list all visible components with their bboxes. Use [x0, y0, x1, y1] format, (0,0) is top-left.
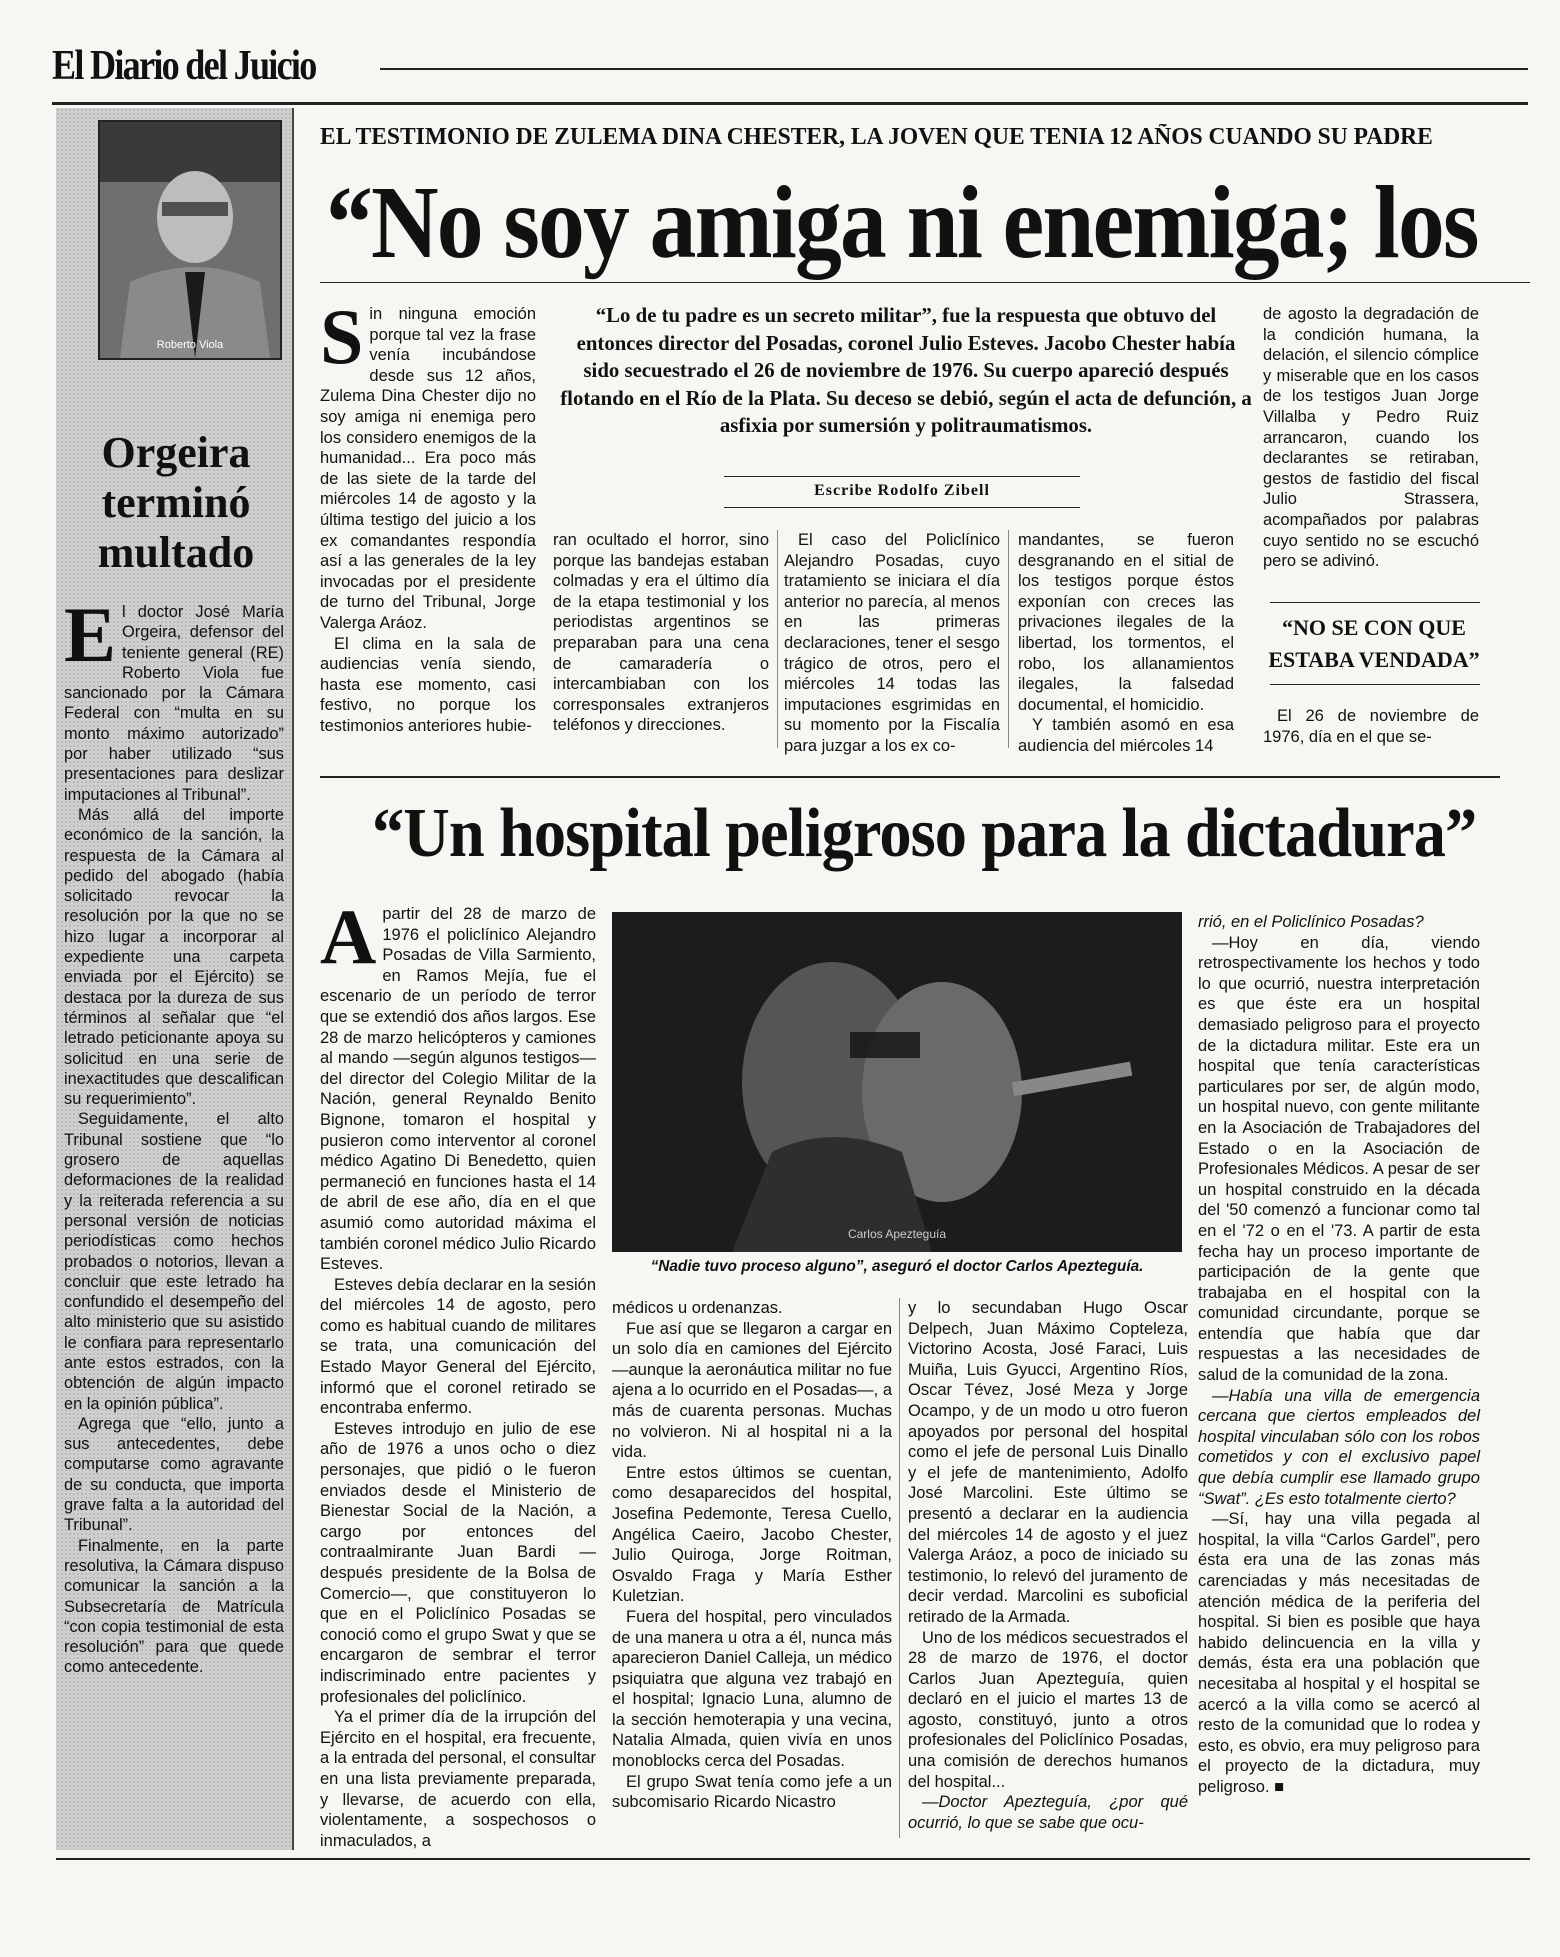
article1-paragraph: El 26 de noviembre de 1976, día en el que se- [1263, 707, 1479, 746]
sidebar-photo [98, 120, 282, 360]
sidebar-body [64, 591, 284, 1678]
article1-col2 [553, 530, 769, 736]
column-rule [1008, 530, 1009, 748]
article1-kicker: EL TESTIMONIO DE ZULEMA DINA CHESTER, LA JOVEN QUE TENIA 12 AÑOS CUANDO SU PADRE [320, 124, 1433, 150]
sidebar-photo-label: Roberto Viola [156, 339, 224, 351]
article2-col1 [320, 893, 596, 1851]
article2-paragraph: Esteves debía declarar en la sesión del miércoles 14 de agosto, pero como es habitual cuando de militares se trata, una comunicación del Estado Mayor General del Ejército, informó que el coronel retirado se encontraba enfermo. [320, 1275, 596, 1418]
sidebar-paragraph: Finalmente, en la parte resolutiva, la Cámara dispuso comunicar la sanción a la Subsecretaría de Matrícula “con copia testimonial de esta resolución” para que quede como antecedente. [64, 1536, 284, 1677]
masthead-rule-bottom [52, 102, 1528, 105]
masthead-rule [380, 68, 1528, 70]
article2-col3 [908, 1298, 1188, 1833]
article2-paragraph: Fue así que se llegaron a cargar en un solo día en camiones del Ejército —aunque la aeronáutica militar no fue ajena a lo ocurrido en el Posadas—, a más de cuarenta personas. Muchas no volvieron. Ni al hospital ni a la vida. [612, 1319, 892, 1462]
byline-rule-bottom [724, 507, 1080, 508]
article2-paragraph: Entre estos últimos se cuentan, como desaparecidos del hospital, Josefina Pedemonte, Teresa Cuello, Angélica Caeiro, Jacobo Chester, Julio Quiroga, Jorge Roitman, Osvaldo Fraga y María Esther Kuletzian. [612, 1463, 892, 1606]
article2-dropcap: A [320, 893, 377, 980]
article2-paragraph: Fuera del hospital, pero vinculados de una manera u otra a él, nunca más aparecieron Daniel Calleja, un médico psiquiatra que alguna vez trabajó en el hospital; Ignacio Luna, alumno de la sección hemoterapia y una vecina, Natalia Almada, quien vivía en unos monoblocks cerca del Posadas. [612, 1607, 892, 1771]
article1-paragraph: El clima en la sala de audiencias venía siendo, hasta ese momento, casi festivo, no porque los testimonios anteriores hubie- [320, 634, 536, 735]
article1-col4 [1018, 530, 1234, 757]
article1-lead: “Lo de tu padre es un secreto militar”, fue la respuesta que obtuvo del entonces director del Posadas, coronel Julio Esteves. Jacobo Chester había sido secuestrado el 26 de noviembre de 1976. Su cuerpo apareció después flotando en el Río de la Plata. Su deceso se debió, según el acta de defunción, a asfixia por sumersión y politraumatismos. [560, 304, 1252, 437]
article2-paragraph: —Sí, hay una villa pegada al hospital, la villa “Carlos Gardel”, pero ésta era una de las zonas más carenciadas y más necesitadas de atención médica de la periferia del hospital. Si bien es posible que haya habido delincuencia en la villa y demás, ésta era una población que necesitaba al hospital y el hospital se acercó a la villa como se acercó al resto de la comunidad que lo rodea y esto, es obvio, era muy peligroso para el proyecto de la dictadura, muy peligroso. ■ [1198, 1510, 1480, 1796]
byline-rule-top [724, 476, 1080, 477]
photo-image [612, 912, 1182, 1252]
column-rule [777, 530, 778, 748]
article2-paragraph: Uno de los médicos secuestrados el 28 de marzo de 1976, el doctor Carlos Juan Apezteguía, quien declaró en el juicio el martes 13 de agosto, constituyó, junto a otros profesionales del Policlínico Posadas, una comisión de derechos humanos del hospital... [908, 1628, 1188, 1791]
headline-rule [320, 282, 1530, 283]
article1-paragraph: El caso del Policlínico Alejandro Posadas, cuyo tratamiento se iniciara el día anterior no parecía, al menos en las primeras declaraciones, tener el sesgo trágico de otros, pero el miércoles 14 todas las imputaciones esgrimidas en su momento por la Fiscalía para juzgar a los ex co- [784, 531, 1000, 755]
column-rule [899, 1298, 900, 1838]
article1-col1 [320, 293, 536, 736]
article1-subhead: “NO SE CON QUE ESTABA VENDADA” [1268, 615, 1480, 672]
sidebar-paragraph: Más allá del importe económico de la sanción, la respuesta de la Cámara al pedido del abogado (había solicitado revocar la resolución por la que no se hizo lugar a incorporar al expediente una carpeta enviada por el Ejército) se destaca por la dureza de sus términos al señalar que “el letrado peticionante apoya su solicitud en una serie de inexactitudes que descalifican su requerimiento”. [64, 805, 284, 1109]
article2-photo-label: Carlos Apezteguía [847, 1227, 947, 1241]
article2-col4 [1198, 912, 1480, 1798]
article2-paragraph: Esteves introdujo en julio de ese año de 1976 a unos ocho o diez personajes, que pidió o le fueron enviados desde el Ministerio de Bienestar Social de la Nación, a cargo por entonces del contraalmirante Juan Bardi —después presidente de la Bolsa de Comercio—, que constituyeron lo que en el Policlínico Posadas se conoció como el grupo Swat y que se encargaron de sembrar el terror indiscriminado entre pacientes y profesionales del policlínico. [320, 1419, 596, 1706]
article1-byline: Escribe Rodolfo Zibell [814, 482, 990, 499]
article1-dropcap: S [320, 293, 364, 380]
masthead-title: El Diario del Juicio [52, 43, 316, 89]
article1-paragraph: Y también asomó en esa audiencia del miércoles 14 [1018, 716, 1234, 755]
article-divider [320, 776, 1500, 778]
article2-paragraph: —Doctor Apezteguía, ¿por qué ocurrió, lo que se sabe que ocu- [908, 1793, 1188, 1832]
article2-headline: “Un hospital peligroso para la dictadura” [372, 795, 1477, 872]
subhead-rule-bottom [1270, 684, 1480, 685]
article1-paragraph: in ninguna emoción porque tal vez la frase venía incubándose desde sus 12 años, Zulema Dina Chester dijo no soy amiga ni enemiga pero los considero enemigos de la humanidad... Era poco más de las siete de la tarde del miércoles 14 de agosto y la última testigo del juicio a los ex comandantes respondía así a las generales de la ley invocadas por el presidente de turno del Tribunal, Jorge Valerga Aráoz. [320, 305, 536, 632]
sidebar-paragraph: Agrega que “ello, junto a sus antecedentes, debe computarse como agravante de su conducta, que importa grave falta a la autoridad del Tribunal”. [64, 1414, 284, 1535]
article2-paragraph: El grupo Swat tenía como jefe a un subcomisario Ricardo Nicastro [612, 1772, 892, 1812]
article2-paragraph: partir del 28 de marzo de 1976 el policlínico Alejandro Posadas de Villa Sarmiento, en Ramos Mejía, fue el escenario de un período de terror que se extendió dos años largos. Ese 28 de marzo helicópteros y camiones al mando —según algunos testigos— del director del Colegio Militar de la Nación, general Reynaldo Benito Bignone, tomaron el hospital y pusieron como interventor al coronel médico Agatino Di Benedetto, quien permaneció en funciones hasta el 14 de abril de ese año, día en el que asumió como autoridad máxima el también coronel médico Julio Ricardo Esteves. [320, 905, 596, 1274]
article1-paragraph: de agosto la degradación de la condición humana, la delación, el silencio cómplice y miserable que en los casos de los testigos Juan Jorge Villalba y Pedro Ruiz arrancaron, cuando los declarantes se retiraban, gestos de fastidio del fiscal Julio Strassera, acompañados por palabras cuyo sentido no se escuchó pero se adivinó. [1263, 305, 1479, 571]
article1-col5b [1263, 706, 1479, 747]
page-bottom-rule [56, 1858, 1530, 1860]
article2-paragraph: y lo secundaban Hugo Oscar Delpech, Juan Máximo Copteleza, Victorino Acosta, José Faraci, Luis Muiña, Luis Gyucci, Argentino Ríos, Oscar Tévez, José Meza y Jorge Ocampo, y de un modo u otro fueron apoyados por personal del hospital como el jefe de personal Luis Dinallo y el jefe de mantenimiento, Adolfo José Marcolini. Este último se presentó a declarar en la audiencia del miércoles 14 de agosto y el juez Valerga Aráoz, a poco de iniciado su testimonio, lo relevó del juramento de decir verdad. Marcolini es suboficial retirado de la Armada. [908, 1299, 1188, 1626]
sidebar-paragraph: Seguidamente, el alto Tribunal sostiene que “lo grosero de aquellas deformaciones de la realidad y la reiterada referencia a su personal versión de noticias periodísticas como hechos probados o notorios, llevan a concluir que este letrado ha confundido el desempeño del alto ministerio que su asistido le confiara para representarlo ante estos estrados, con la obtención de algún impacto en la opinión pública”. [64, 1110, 284, 1413]
sidebar-dropcap: E [64, 591, 117, 678]
portrait-image [100, 122, 280, 358]
article2-paragraph: —Había una villa de emergencia cercana que ciertos empleados del hospital vinculaban sólo con los robos cometidos y con el exclusivo papel que debía cumplir ese llamado grupo “Swat”. ¿Es esto totalmente cierto? [1198, 1386, 1480, 1508]
article2-paragraph: médicos u ordenanzas. [612, 1299, 783, 1317]
article2-paragraph: Ya el primer día de la irrupción del Ejército en el hospital, era frecuente, a la entrada del personal, el consultar en una lista previamente preparada, y llevarse, de acuerdo con ella, violentamente, a sospechosos o inmaculados, a [320, 1708, 596, 1850]
sidebar-headline: Orgeira terminó multado [97, 428, 255, 577]
article1-paragraph: mandantes, se fueron desgranando en el sitial de los testigos porque éstos exponían con creces las privaciones ilegales de la libertad, los tormentos, el robo, los allanamientos ilegales, la falsedad documental, el homicidio. [1018, 531, 1234, 714]
article2-paragraph: rrió, en el Policlínico Posadas? [1198, 913, 1424, 931]
article2-photo [612, 912, 1182, 1252]
article1-col5 [1263, 304, 1479, 572]
article1-paragraph: ran ocultado el horror, sino porque las bandejas estaban colmadas y era el último día de la etapa testimonial y los periodistas argentinos se preparaban para una cena de camaradería o intercambiaban con los corresponsales extranjeros teléfonos y direcciones. [553, 531, 769, 735]
article1-headline: “No soy amiga ni enemiga; los [326, 165, 1478, 280]
article2-paragraph: —Hoy en día, viendo retrospectivamente los hechos y todo lo que ocurrió, nuestra interpretación es que éste era un hospital demasiado peligroso para el proyecto de la dictadura militar. Este era un hospital que tenía características particulares por ser, de algún modo, un hospital nuevo, con gente militante en la Asociación de Trabajadores del Estado o en la Asociación de Profesionales Médicos. A pesar de ser un hospital construido en la década del '50 comenzó a funcionar como tal en el '72 o en el '73. A partir de esta fecha hay un proceso importante de participación de la gente que trabajaba en el hospital con la comunidad circundante, porque se entendía que había que dar respuestas a las necesidades de salud de la comunidad de la zona. [1198, 933, 1480, 1385]
article2-col2 [612, 1298, 892, 1813]
article1-col3 [784, 530, 1000, 757]
article2-caption: “Nadie tuvo proceso alguno”, aseguró el doctor Carlos Apezteguía. [650, 1258, 1144, 1275]
sidebar-paragraph: l doctor José María Orgeira, defensor del teniente general (RE) Roberto Viola fue sancionado por la Cámara Federal con “multa en su monto máximo autorizado” por haber utilizado “sus presentaciones para deslizar imputaciones al Tribunal”. [64, 603, 284, 804]
subhead-rule-top [1270, 602, 1480, 603]
